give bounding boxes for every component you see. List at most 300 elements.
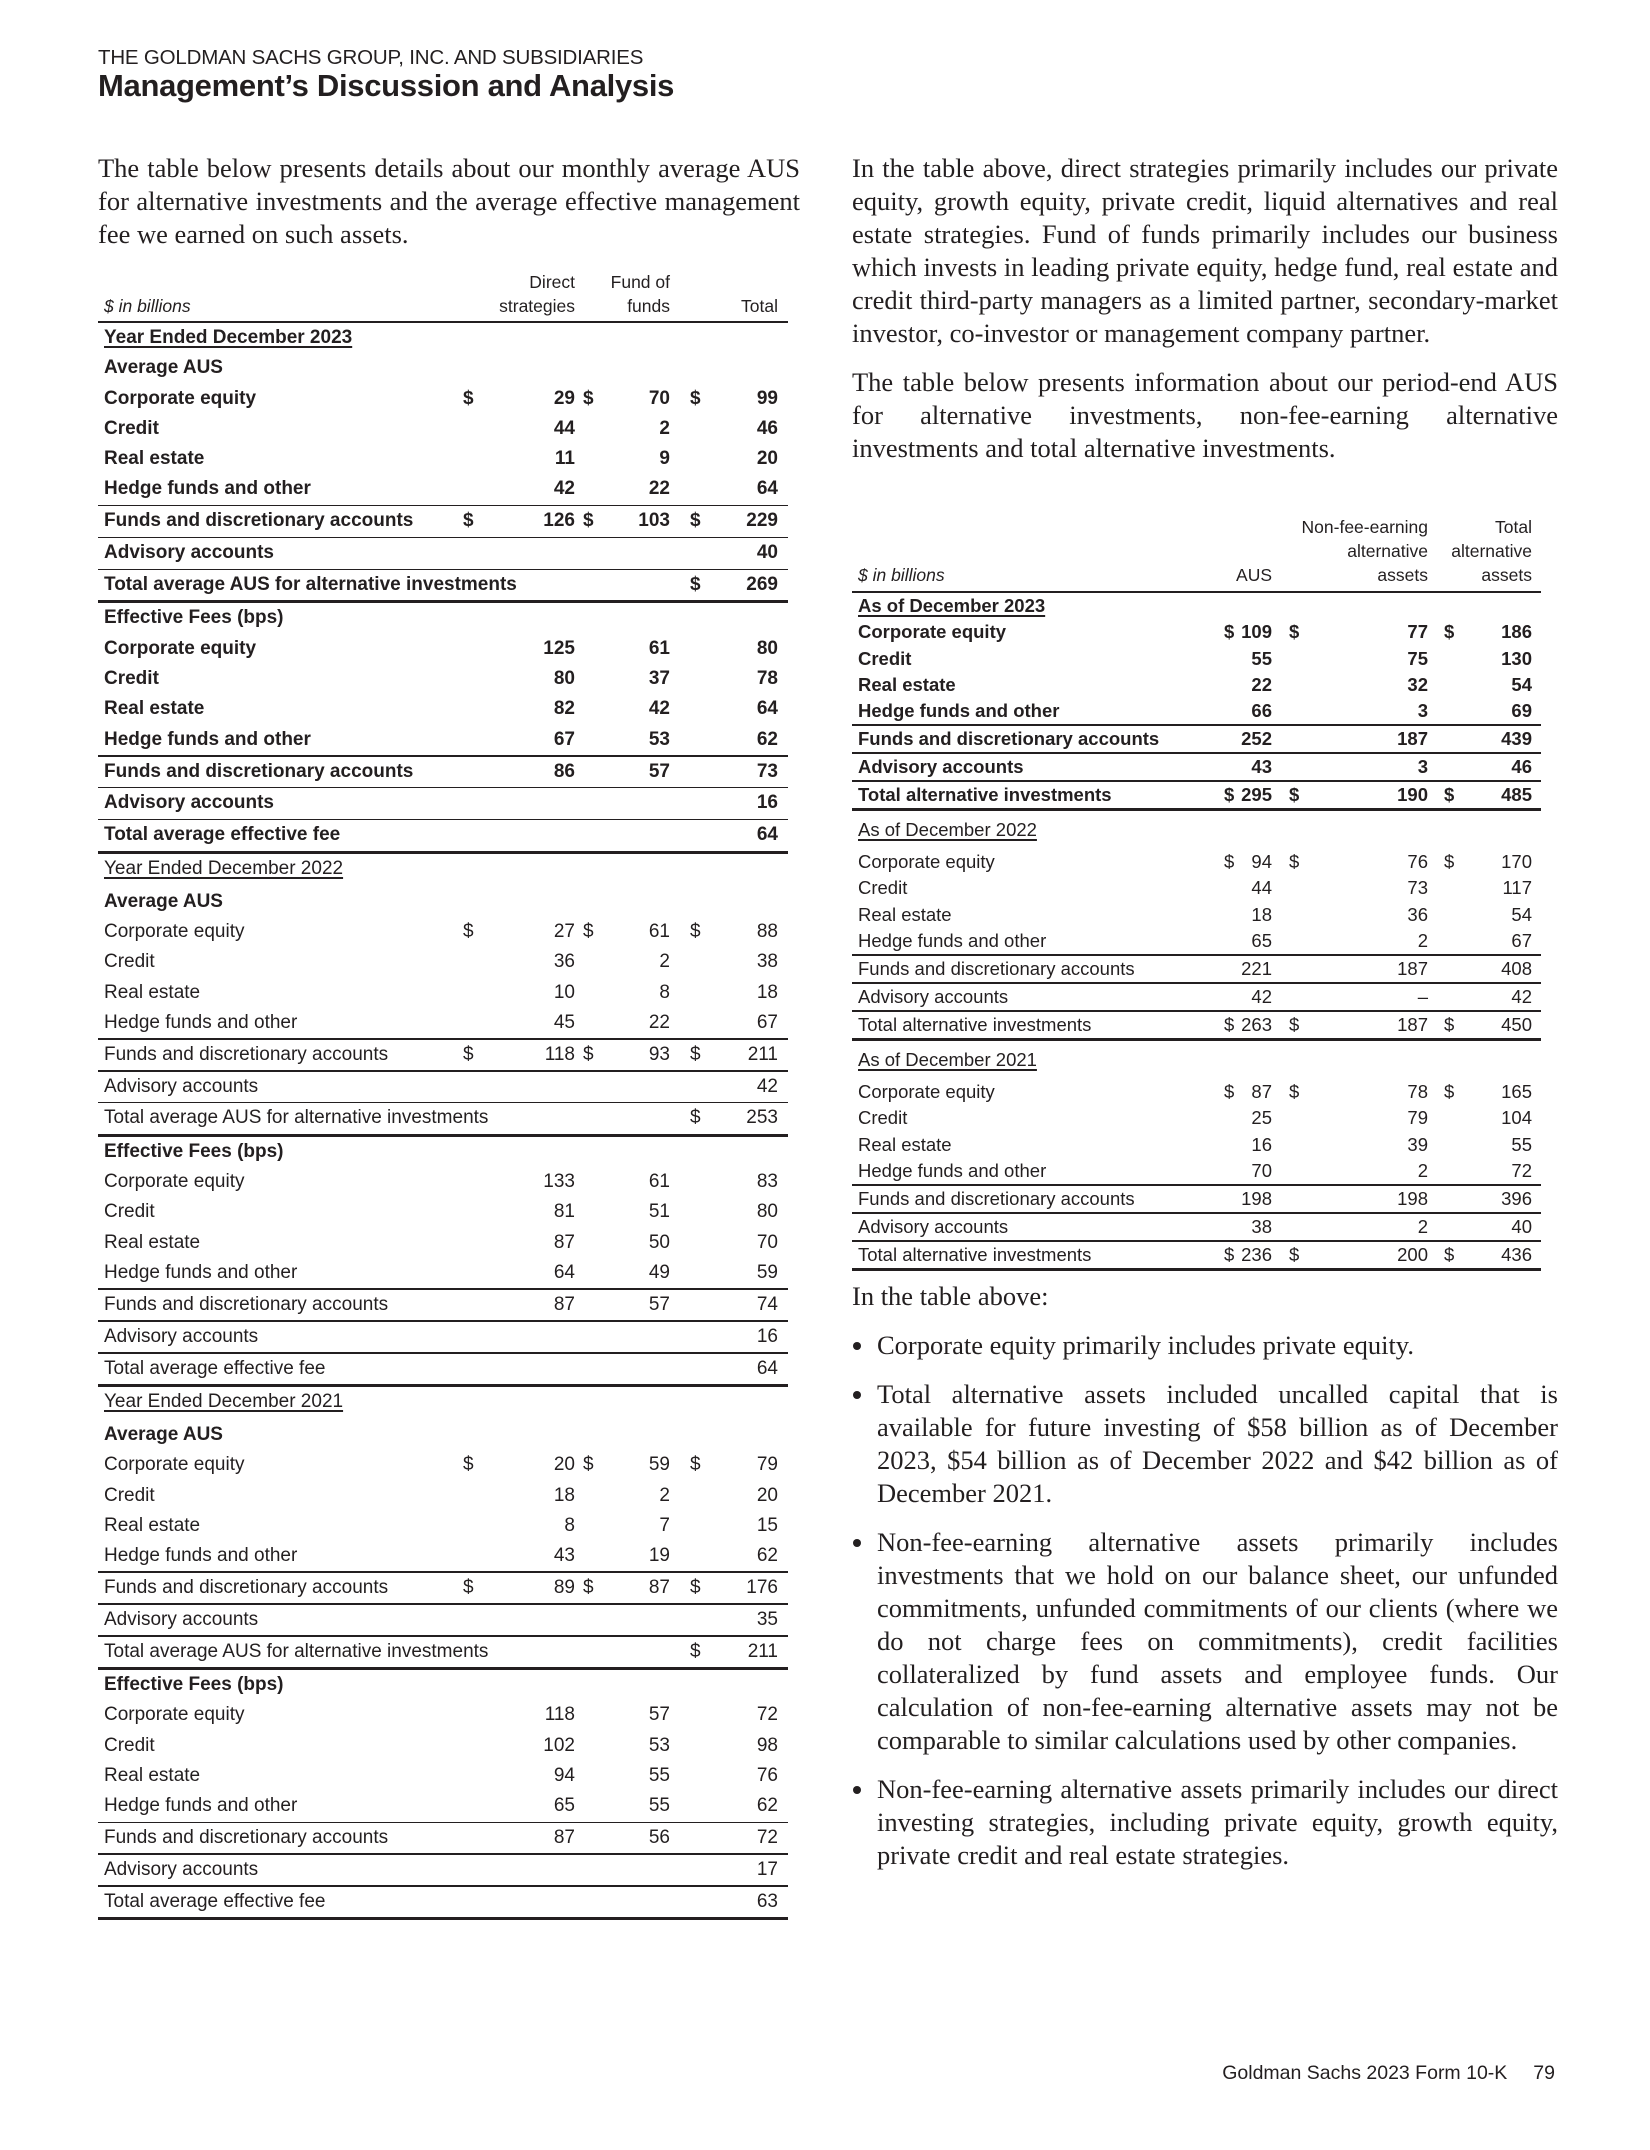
cell-col1: 86 bbox=[553, 760, 575, 782]
cell-col1: 18 bbox=[553, 1484, 575, 1506]
cell-col2: 49 bbox=[648, 1261, 670, 1283]
row-label: Funds and discretionary accounts bbox=[858, 728, 1160, 750]
table-row bbox=[852, 672, 1541, 698]
cell-col2: 87 bbox=[648, 1577, 670, 1598]
cell-col3: 17 bbox=[756, 1859, 778, 1881]
row-label: Advisory accounts bbox=[104, 1859, 259, 1881]
currency-symbol: $ bbox=[463, 920, 474, 942]
row-label: Credit bbox=[858, 647, 912, 669]
cell-col3: 35 bbox=[756, 1608, 778, 1630]
cell-col3: 64 bbox=[756, 478, 778, 500]
cell-col3: 186 bbox=[1501, 621, 1532, 643]
unit-label: $ in billions bbox=[858, 565, 945, 585]
row-label: Credit bbox=[104, 668, 159, 690]
table-row bbox=[852, 646, 1541, 672]
section-rule-thick bbox=[852, 1268, 1541, 1271]
cell-col3: 67 bbox=[756, 1011, 778, 1033]
cell-col3: 229 bbox=[746, 510, 778, 532]
note-text: Non-fee-earning alternative assets primarily includes investments that we hold on our balance sheet, our unfunded commitments, unfunded commitments of our clients (where we do not charge fees on commitments), credit facilities collateralized by fund assets and employee funds. Our calculation of non-fee-earning alternative assets may not be comparable to similar calculations used by other companies. bbox=[877, 1527, 1558, 1755]
cell-col1: 118 bbox=[544, 1704, 575, 1726]
cell-col1: 221 bbox=[1241, 957, 1272, 979]
cell-col3: 15 bbox=[756, 1514, 778, 1536]
cell-col1: 87 bbox=[553, 1293, 575, 1315]
cell-col3: 79 bbox=[756, 1454, 778, 1476]
cell-col2: 61 bbox=[648, 1171, 670, 1193]
currency-symbol: $ bbox=[1289, 1243, 1300, 1265]
row-label: Credit bbox=[858, 877, 908, 899]
average-aus-heading-text: Average AUS bbox=[104, 890, 223, 912]
funds-discretionary-row bbox=[852, 1186, 1541, 1212]
cell-col1: 16 bbox=[1251, 1133, 1272, 1155]
cell-col3: 46 bbox=[1511, 755, 1532, 777]
right-para-2: The table below presents information about our period-end AUS for alternative investments, non-fee-earning alternative investments and total alternative investments. bbox=[852, 367, 1558, 463]
row-label: Real estate bbox=[104, 448, 205, 470]
cell-col3: 69 bbox=[1511, 700, 1532, 722]
currency-symbol: $ bbox=[1444, 1081, 1455, 1103]
col-header-nfe-line2: alternative bbox=[1347, 541, 1428, 561]
bullet-icon bbox=[853, 1342, 861, 1350]
row-label: Credit bbox=[858, 1107, 908, 1129]
cell-col3: 76 bbox=[756, 1764, 778, 1786]
cell-col1: 38 bbox=[1251, 1215, 1272, 1237]
currency-symbol: $ bbox=[1224, 1243, 1235, 1265]
currency-symbol: $ bbox=[1224, 1013, 1235, 1035]
row-label: Advisory accounts bbox=[104, 1325, 259, 1347]
cell-col3: 38 bbox=[756, 951, 778, 973]
advisory-row bbox=[852, 1214, 1541, 1240]
cell-col3: 211 bbox=[747, 1043, 778, 1065]
currency-symbol: $ bbox=[690, 1577, 701, 1598]
row-label: Real estate bbox=[858, 1133, 952, 1155]
currency-symbol: $ bbox=[583, 920, 594, 942]
cell-col3: 59 bbox=[756, 1261, 778, 1283]
total-fee-row bbox=[98, 1887, 788, 1917]
col-header-nfe-line1: Non-fee-earning bbox=[1301, 517, 1428, 537]
cell-col3: 62 bbox=[756, 728, 778, 750]
funds-discretionary-row bbox=[98, 1040, 788, 1070]
cell-col2: 76 bbox=[1407, 851, 1428, 873]
currency-symbol: $ bbox=[1444, 621, 1455, 643]
cell-col1: 22 bbox=[1251, 673, 1272, 695]
cell-col2: 19 bbox=[648, 1545, 670, 1567]
cell-col2: 93 bbox=[648, 1043, 670, 1065]
cell-col2: 103 bbox=[638, 510, 670, 532]
cell-col1: 36 bbox=[553, 951, 575, 973]
year-heading-text: Year Ended December 2023 bbox=[104, 327, 353, 348]
currency-symbol: $ bbox=[1289, 1013, 1300, 1035]
row-label: Corporate equity bbox=[104, 920, 245, 942]
as-of-heading bbox=[852, 1047, 1541, 1079]
cell-col2: 57 bbox=[648, 1704, 670, 1726]
cell-col1: 65 bbox=[553, 1795, 575, 1817]
cell-col3: 253 bbox=[746, 1107, 778, 1129]
currency-symbol: $ bbox=[1224, 783, 1235, 805]
cell-col2: 78 bbox=[1407, 1081, 1428, 1103]
total-alternative-row bbox=[852, 782, 1541, 808]
row-label: Funds and discretionary accounts bbox=[104, 510, 414, 532]
row-label: Real estate bbox=[104, 981, 201, 1003]
cell-col2: 53 bbox=[648, 1734, 670, 1756]
cell-col1: 10 bbox=[553, 981, 575, 1003]
row-label: Funds and discretionary accounts bbox=[858, 957, 1135, 979]
row-label: Hedge funds and other bbox=[104, 1545, 298, 1567]
table-row bbox=[98, 634, 788, 664]
funds-discretionary-row bbox=[98, 1573, 788, 1603]
row-label: Funds and discretionary accounts bbox=[104, 1577, 389, 1598]
row-label: Total average AUS for alternative investments bbox=[104, 1640, 489, 1662]
col-header-direct-line2: strategies bbox=[499, 296, 575, 316]
unit-label: $ in billions bbox=[104, 296, 191, 316]
cell-col2: 9 bbox=[659, 448, 670, 470]
cell-col1: 263 bbox=[1241, 1013, 1272, 1035]
note-bullet bbox=[852, 1526, 1558, 1757]
cell-col1: 20 bbox=[553, 1454, 575, 1476]
table-row bbox=[98, 1258, 788, 1288]
row-label: Funds and discretionary accounts bbox=[104, 760, 414, 782]
cell-col3: 40 bbox=[1511, 1215, 1532, 1237]
cell-col2: 22 bbox=[648, 1011, 670, 1033]
cell-col3: 72 bbox=[1511, 1159, 1532, 1181]
funds-discretionary-fee-row bbox=[98, 1290, 788, 1320]
row-label: Corporate equity bbox=[858, 621, 1007, 643]
total-alternative-row bbox=[852, 1012, 1541, 1038]
note-bullet bbox=[852, 1329, 1558, 1362]
year-heading-text: Year Ended December 2022 bbox=[104, 857, 344, 879]
row-label: Credit bbox=[104, 1484, 155, 1506]
cell-col3: 80 bbox=[756, 637, 778, 659]
cell-col1: 82 bbox=[553, 698, 575, 720]
currency-symbol: $ bbox=[690, 920, 701, 942]
cell-col2: 39 bbox=[1407, 1133, 1428, 1155]
table-row bbox=[98, 1541, 788, 1571]
bullet-icon bbox=[853, 1539, 861, 1547]
col-header-nfe-line3: assets bbox=[1377, 565, 1428, 585]
cell-col2: 3 bbox=[1417, 755, 1428, 777]
row-label: Advisory accounts bbox=[104, 1608, 259, 1630]
row-label: Corporate equity bbox=[104, 1171, 245, 1193]
average-aus-table bbox=[98, 270, 788, 1912]
currency-symbol: $ bbox=[690, 1107, 701, 1129]
left-intro-paragraph bbox=[98, 152, 800, 251]
cell-col3: 63 bbox=[756, 1890, 778, 1912]
currency-symbol: $ bbox=[690, 1454, 701, 1476]
cell-col1: 43 bbox=[553, 1545, 575, 1567]
cell-col3: 20 bbox=[756, 448, 778, 470]
left-intro-text: The table below presents details about our monthly average AUS for alternative investments and the average effective management fee we earned on such assets. bbox=[98, 153, 800, 249]
col-header-total-line1: Total bbox=[1495, 517, 1532, 537]
cell-col3: 78 bbox=[756, 668, 778, 690]
row-label: Credit bbox=[104, 417, 159, 439]
cell-col3: 62 bbox=[756, 1545, 778, 1567]
currency-symbol: $ bbox=[1289, 621, 1300, 643]
cell-col2: – bbox=[1417, 985, 1428, 1007]
row-label: Corporate equity bbox=[858, 851, 995, 873]
cell-col1: 87 bbox=[553, 1827, 575, 1849]
row-label: Funds and discretionary accounts bbox=[104, 1827, 389, 1849]
row-label: Total average effective fee bbox=[104, 1357, 326, 1379]
currency-symbol: $ bbox=[583, 387, 594, 409]
currency-symbol: $ bbox=[1444, 1243, 1455, 1265]
page-title: Management’s Discussion and Analysis bbox=[98, 68, 675, 103]
page-footer bbox=[1222, 2062, 1555, 2085]
row-label: Hedge funds and other bbox=[104, 728, 311, 750]
average-aus-heading bbox=[98, 1420, 788, 1450]
page-number: 79 bbox=[1533, 2062, 1555, 2084]
cell-col2: 22 bbox=[648, 478, 670, 500]
currency-symbol: $ bbox=[583, 1454, 594, 1476]
row-label: Total alternative investments bbox=[858, 783, 1112, 805]
total-aus-row bbox=[98, 1103, 788, 1133]
cell-col1: 44 bbox=[553, 417, 575, 439]
row-label: Hedge funds and other bbox=[858, 700, 1060, 722]
cell-col3: 18 bbox=[756, 981, 778, 1003]
bullet-icon bbox=[853, 1786, 861, 1794]
row-label: Funds and discretionary accounts bbox=[104, 1043, 389, 1065]
cell-col1: 45 bbox=[553, 1011, 575, 1033]
effective-fees-heading bbox=[98, 1137, 788, 1167]
funds-discretionary-fee-row bbox=[98, 757, 788, 787]
cell-col2: 187 bbox=[1397, 728, 1428, 750]
col-header-fof-line1: Fund of bbox=[610, 272, 670, 292]
row-label: Hedge funds and other bbox=[104, 1011, 298, 1033]
cell-col2: 2 bbox=[659, 1484, 670, 1506]
currency-symbol: $ bbox=[1224, 621, 1235, 643]
table-row bbox=[98, 1481, 788, 1511]
footer-publication: Goldman Sachs 2023 Form 10-K bbox=[1222, 2062, 1508, 2084]
table-row bbox=[98, 1008, 788, 1038]
average-aus-heading bbox=[98, 887, 788, 917]
total-aus-row bbox=[98, 1637, 788, 1667]
row-label: Funds and discretionary accounts bbox=[858, 1187, 1135, 1209]
row-label: Total average AUS for alternative investments bbox=[104, 1107, 489, 1129]
average-aus-heading-text: Average AUS bbox=[104, 357, 223, 379]
row-label: Funds and discretionary accounts bbox=[104, 1293, 389, 1315]
section-rule-thick bbox=[852, 1038, 1541, 1041]
row-label: Total alternative investments bbox=[858, 1013, 1092, 1035]
cell-col1: 94 bbox=[553, 1764, 575, 1786]
advisory-row bbox=[98, 538, 788, 568]
row-label: Corporate equity bbox=[104, 1454, 245, 1476]
cell-col1: 94 bbox=[1251, 851, 1272, 873]
table-row bbox=[98, 474, 788, 504]
section-rule-thick bbox=[98, 1917, 788, 1920]
table-row bbox=[98, 1761, 788, 1791]
cell-col3: 70 bbox=[756, 1231, 778, 1253]
cell-col3: 40 bbox=[756, 542, 778, 564]
cell-col2: 70 bbox=[648, 387, 670, 409]
cell-col1: 118 bbox=[544, 1043, 575, 1065]
table-row bbox=[98, 1731, 788, 1761]
cell-col1: 80 bbox=[553, 668, 575, 690]
cell-col3: 64 bbox=[756, 1357, 778, 1379]
cell-col2: 2 bbox=[659, 951, 670, 973]
cell-col2: 75 bbox=[1407, 647, 1428, 669]
cell-col1: 125 bbox=[543, 637, 575, 659]
table-row bbox=[852, 1132, 1541, 1158]
advisory-row bbox=[852, 754, 1541, 780]
year-heading bbox=[98, 854, 788, 887]
col-header-aus: AUS bbox=[1236, 565, 1272, 585]
currency-symbol: $ bbox=[690, 1640, 701, 1662]
table-row bbox=[852, 698, 1541, 724]
currency-symbol: $ bbox=[1444, 851, 1455, 873]
notes bbox=[852, 1280, 1558, 1888]
row-label: Hedge funds and other bbox=[104, 478, 311, 500]
table-row bbox=[98, 414, 788, 444]
cell-col3: 88 bbox=[756, 920, 778, 942]
cell-col3: 80 bbox=[756, 1201, 778, 1223]
currency-symbol: $ bbox=[1444, 1013, 1455, 1035]
row-label: Hedge funds and other bbox=[858, 1159, 1047, 1181]
cell-col1: 64 bbox=[553, 1261, 575, 1283]
cell-col1: 81 bbox=[553, 1201, 575, 1223]
cell-col3: 211 bbox=[747, 1640, 778, 1662]
row-label: Advisory accounts bbox=[858, 1215, 1009, 1237]
cell-col1: 198 bbox=[1241, 1187, 1272, 1209]
cell-col3: 104 bbox=[1501, 1107, 1532, 1129]
cell-col2: 55 bbox=[648, 1795, 670, 1817]
year-heading bbox=[98, 1387, 788, 1420]
cell-col2: 79 bbox=[1407, 1107, 1428, 1129]
note-bullet bbox=[852, 1773, 1558, 1872]
advisory-row bbox=[98, 1072, 788, 1102]
col-header-total: Total bbox=[741, 296, 778, 316]
currency-symbol: $ bbox=[690, 387, 701, 409]
cell-col2: 190 bbox=[1397, 783, 1428, 805]
year-heading-text: Year Ended December 2021 bbox=[104, 1390, 344, 1412]
row-label: Advisory accounts bbox=[104, 1075, 259, 1097]
cell-col3: 130 bbox=[1501, 647, 1532, 669]
currency-symbol: $ bbox=[463, 387, 474, 409]
period-end-aus-table bbox=[852, 513, 1541, 1265]
row-label: Total average effective fee bbox=[104, 824, 341, 846]
cell-col3: 396 bbox=[1501, 1187, 1532, 1209]
col-header-fof-line2: funds bbox=[627, 296, 670, 316]
cell-col1: 252 bbox=[1241, 728, 1272, 750]
cell-col1: 42 bbox=[1251, 985, 1272, 1007]
advisory-row bbox=[98, 1605, 788, 1635]
cell-col2: 50 bbox=[648, 1231, 670, 1253]
cell-col2: 37 bbox=[648, 668, 670, 690]
as-of-heading bbox=[852, 817, 1541, 849]
cell-col1: 43 bbox=[1251, 755, 1272, 777]
cell-col2: 187 bbox=[1397, 957, 1428, 979]
table-row bbox=[98, 694, 788, 724]
cell-col2: 2 bbox=[1417, 930, 1428, 952]
currency-symbol: $ bbox=[1289, 783, 1300, 805]
currency-symbol: $ bbox=[1224, 851, 1235, 873]
section-rule-thick bbox=[852, 808, 1541, 811]
note-text: Non-fee-earning alternative assets primarily includes our direct investing strategies, including private equity, growth equity, private credit and real estate strategies. bbox=[877, 1774, 1558, 1870]
cell-col3: 165 bbox=[1501, 1081, 1532, 1103]
cell-col3: 55 bbox=[1511, 1133, 1532, 1155]
currency-symbol: $ bbox=[463, 1454, 474, 1476]
table-row bbox=[852, 928, 1541, 954]
cell-col2: 61 bbox=[648, 637, 670, 659]
advisory-fee-row bbox=[98, 788, 788, 818]
cell-col3: 54 bbox=[1511, 903, 1532, 925]
table-row bbox=[98, 1228, 788, 1258]
currency-symbol: $ bbox=[583, 510, 594, 532]
cell-col1: 87 bbox=[553, 1231, 575, 1253]
cell-col2: 187 bbox=[1397, 1013, 1428, 1035]
col-header-total-line3: assets bbox=[1481, 565, 1532, 585]
table-row bbox=[98, 917, 788, 947]
table-row bbox=[852, 1158, 1541, 1184]
row-label: Hedge funds and other bbox=[104, 1795, 298, 1817]
funds-discretionary-row bbox=[852, 726, 1541, 752]
col-header-total-line2: alternative bbox=[1451, 541, 1532, 561]
row-label: Advisory accounts bbox=[858, 755, 1024, 777]
row-label: Credit bbox=[104, 1734, 155, 1756]
table-row bbox=[98, 978, 788, 1008]
row-label: Real estate bbox=[858, 903, 952, 925]
row-label: Advisory accounts bbox=[858, 985, 1009, 1007]
cell-col2: 3 bbox=[1417, 700, 1428, 722]
advisory-row bbox=[852, 984, 1541, 1010]
cell-col2: 42 bbox=[648, 698, 670, 720]
cell-col3: 54 bbox=[1511, 673, 1532, 695]
cell-col2: 36 bbox=[1407, 903, 1428, 925]
row-label: Real estate bbox=[104, 698, 205, 720]
cell-col1: 55 bbox=[1251, 647, 1272, 669]
cell-col3: 439 bbox=[1501, 728, 1532, 750]
row-label: Real estate bbox=[104, 1514, 201, 1536]
cell-col3: 73 bbox=[756, 760, 778, 782]
currency-symbol: $ bbox=[463, 1043, 474, 1065]
funds-discretionary-fee-row bbox=[98, 1823, 788, 1853]
year-heading bbox=[98, 323, 788, 353]
note-text: Total alternative assets included uncalled capital that is available for future investing of $58 billion as of December 2023, $54 billion as of December 2022 and $42 billion as of December 2021. bbox=[877, 1379, 1558, 1508]
currency-symbol: $ bbox=[1224, 1081, 1235, 1103]
cell-col1: 8 bbox=[564, 1514, 575, 1536]
effective-fees-heading-text: Effective Fees (bps) bbox=[104, 1140, 284, 1162]
notes-bullet-list bbox=[852, 1329, 1558, 1872]
row-label: Advisory accounts bbox=[104, 542, 274, 564]
currency-symbol: $ bbox=[463, 1577, 474, 1598]
cell-col2: 77 bbox=[1407, 621, 1428, 643]
col-header-direct-line1: Direct bbox=[529, 272, 575, 292]
cell-col1: 133 bbox=[543, 1171, 575, 1193]
cell-col1: 89 bbox=[553, 1577, 575, 1598]
total-fee-row bbox=[98, 1354, 788, 1384]
cell-col2: 57 bbox=[648, 1293, 670, 1315]
cell-col3: 72 bbox=[756, 1827, 778, 1849]
average-aus-heading bbox=[98, 353, 788, 383]
currency-symbol: $ bbox=[1444, 783, 1455, 805]
currency-symbol: $ bbox=[583, 1577, 594, 1598]
cell-col1: 42 bbox=[553, 478, 575, 500]
row-label: Credit bbox=[104, 1201, 155, 1223]
as-of-heading-text: As of December 2023 bbox=[858, 595, 1046, 616]
row-label: Total average effective fee bbox=[104, 1890, 326, 1912]
total-alternative-row bbox=[852, 1242, 1541, 1268]
row-label: Advisory accounts bbox=[104, 792, 274, 814]
row-label: Real estate bbox=[104, 1231, 201, 1253]
currency-symbol: $ bbox=[463, 510, 474, 532]
cell-col1: 66 bbox=[1251, 700, 1272, 722]
cell-col1: 126 bbox=[543, 510, 575, 532]
table-row bbox=[98, 1450, 788, 1480]
cell-col3: 450 bbox=[1501, 1013, 1532, 1035]
cell-col1: 25 bbox=[1251, 1107, 1272, 1129]
table-row bbox=[98, 1167, 788, 1197]
cell-col2: 198 bbox=[1397, 1187, 1428, 1209]
cell-col3: 176 bbox=[746, 1577, 778, 1598]
cell-col3: 16 bbox=[756, 792, 778, 814]
company-name: THE GOLDMAN SACHS GROUP, INC. AND SUBSIDIARIES bbox=[98, 46, 644, 69]
as-of-heading bbox=[852, 593, 1541, 619]
